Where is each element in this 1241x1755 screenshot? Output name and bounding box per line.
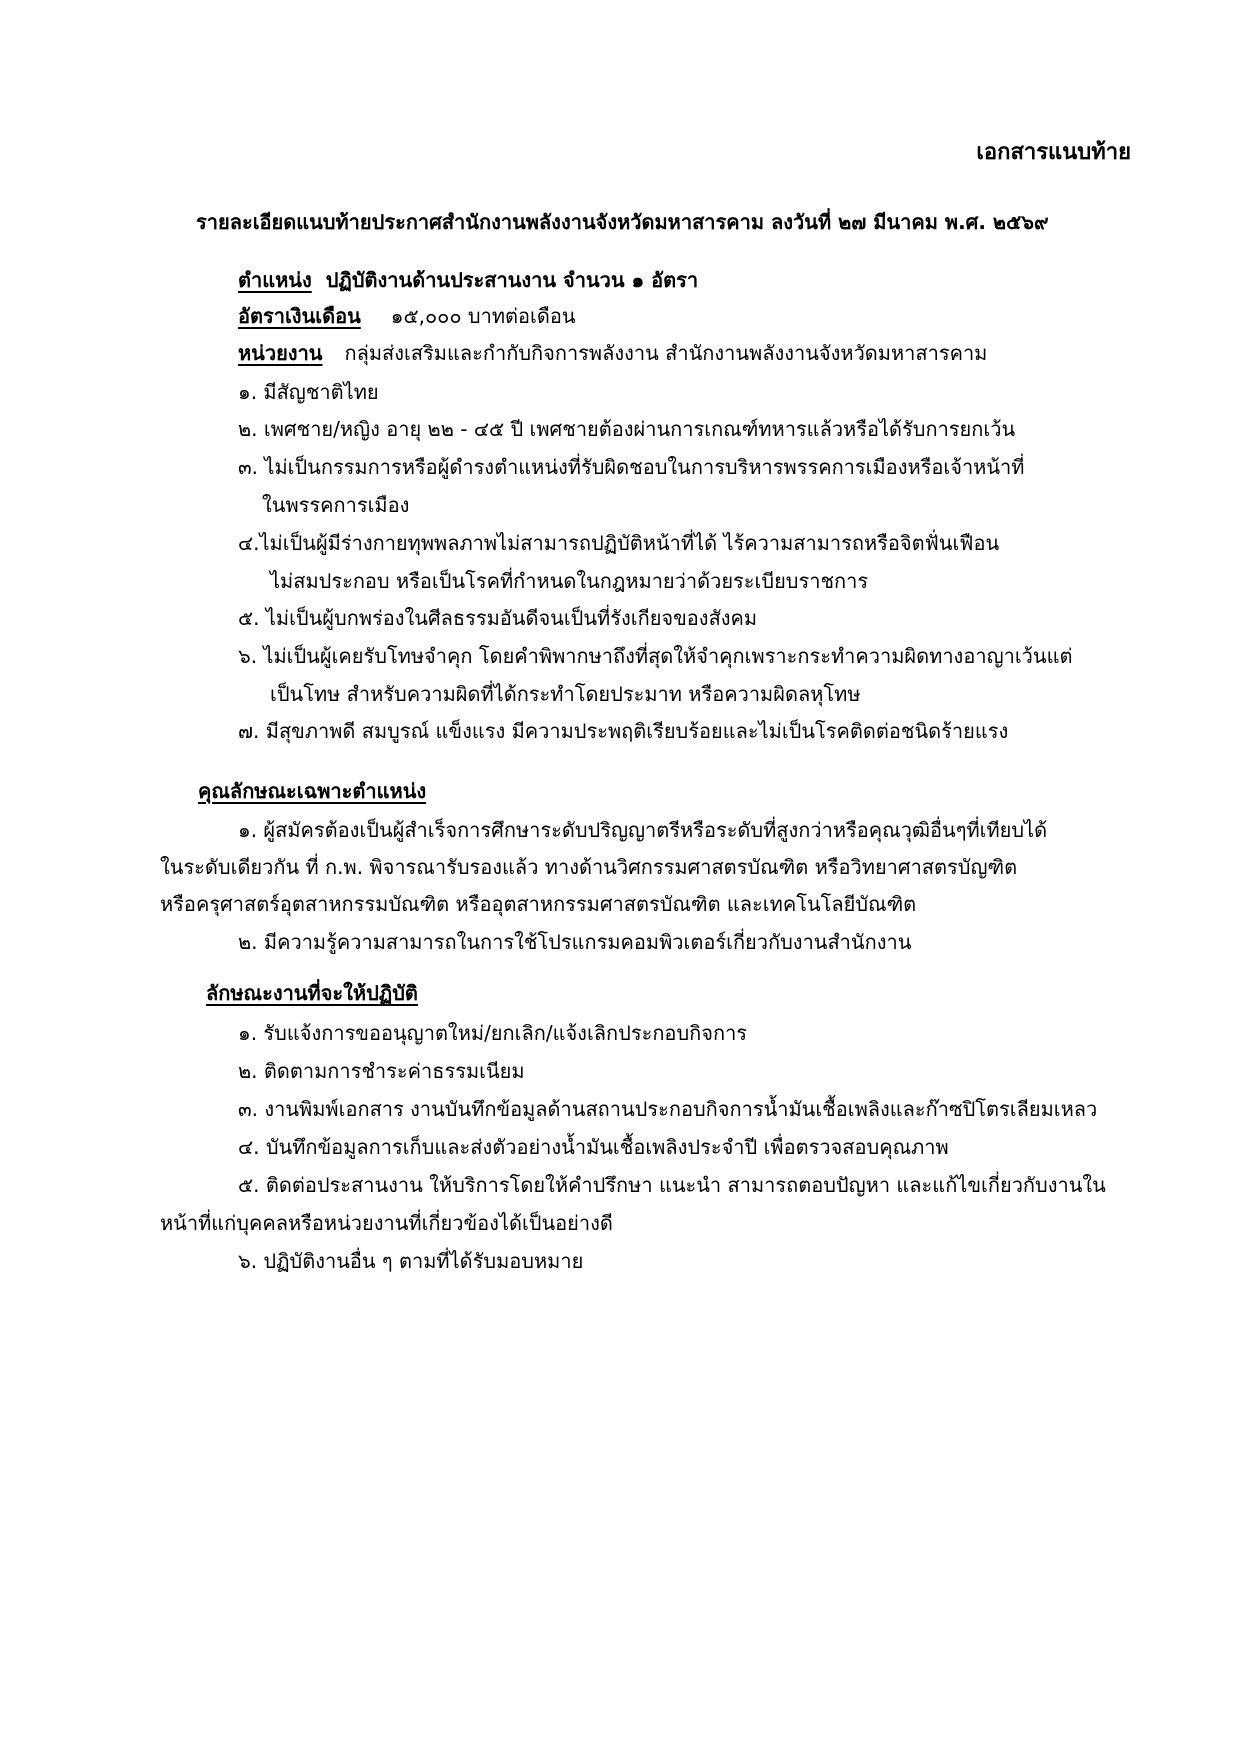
specific-heading: คุณลักษณะเฉพาะตำแหน่ง — [198, 779, 427, 803]
specific-item-2: ๒. มีความรู้ความสามารถในการใช้โปรแกรมคอมพิวเตอร์เกี่ยวกับงานสำนักงาน — [238, 930, 912, 954]
duty-item-1: ๑. รับแจ้งการขออนุญาตใหม่/ยกเลิก/แจ้งเลิกประกอบกิจการ — [238, 1021, 748, 1045]
qualification-item-6-cont: เป็นโทษ สำหรับความผิดที่ได้กระทำโดยประมาท หรือความผิดลหุโทษ — [270, 682, 861, 706]
position-title-label: ตำแหน่ง — [238, 268, 312, 292]
duty-item-5-cont: หน้าที่แก่บุคคลหรือหน่วยงานที่เกี่ยวข้องได้เป็นอย่างดี — [160, 1211, 613, 1235]
specific-item-1-cont-b: หรือครุศาสตร์อุตสาหกรรมบัณฑิต หรืออุตสาหกรรมศาสตรบัณฑิต และเทคโนโลยีบัณฑิต — [160, 892, 917, 916]
salary-label: อัตราเงินเดือน — [238, 304, 361, 328]
document-heading: รายละเอียดแนบท้ายประกาศสำนักงานพลังงานจังหวัดมหาสารคาม ลงวันที่ ๒๗ มีนาคม พ.ศ. ๒๕๖๙ — [196, 210, 1049, 234]
position-title-value: ปฏิบัติงานด้านประสานงาน จำนวน ๑ อัตรา — [325, 268, 699, 292]
qualification-item-4-cont: ไม่สมประกอบ หรือเป็นโรคที่กำหนดในกฎหมายว่าด้วยระเบียบราชการ — [270, 569, 869, 593]
salary-row — [238, 303, 576, 329]
qualification-item-5: ๕. ไม่เป็นผู้บกพร่องในศีลธรรมอันดีจนเป็นที่รังเกียจของสังคม — [238, 606, 758, 630]
duty-item-2: ๒. ติดตามการชำระค่าธรรมเนียม — [238, 1059, 525, 1083]
qualification-item-1: ๑. มีสัญชาติไทย — [238, 380, 379, 404]
duty-item-5: ๕. ติดต่อประสานงาน ให้บริการโดยให้คำปรึกษา แนะนำ สามารถตอบปัญหา และแก้ไขเกี่ยวกับงานใน — [238, 1173, 1106, 1197]
duty-item-6: ๖. ปฏิบัติงานอื่น ๆ ตามที่ได้รับมอบหมาย — [238, 1249, 584, 1273]
unit-value: กลุ่มส่งเสริมและกำกับกิจการพลังงาน สำนักงานพลังงานจังหวัดมหาสารคาม — [344, 341, 988, 365]
qualification-item-4: ๔.ไม่เป็นผู้มีร่างกายทุพพลภาพไม่สามารถปฏิบัติหน้าที่ได้ ไร้ความสามารถหรือจิตฟั่นเฟือน — [238, 531, 1000, 555]
attachment-label: เอกสารแนบท้าย — [976, 140, 1131, 165]
qualification-item-6: ๖. ไม่เป็นผู้เคยรับโทษจำคุก โดยคำพิพากษาถึงที่สุดให้จำคุกเพราะกระทำความผิดทางอาญาเว้นแต่ — [238, 644, 1073, 668]
salary-value: ๑๕,๐๐๐ บาทต่อเดือน — [390, 304, 576, 328]
unit-row — [238, 340, 987, 366]
qualification-item-2: ๒. เพศชาย/หญิง อายุ ๒๒ - ๔๕ ปี เพศชายต้องผ่านการเกณฑ์ทหารแล้วหรือได้รับการยกเว้น — [238, 417, 1016, 441]
duty-item-3: ๓. งานพิมพ์เอกสาร งานบันทึกข้อมูลด้านสถานประกอบกิจการน้ำมันเชื้อเพลิงและก๊าซปิโตรเลียมเหลว — [238, 1097, 1098, 1121]
duties-heading: ลักษณะงานที่จะให้ปฏิบัติ — [206, 981, 418, 1005]
qualification-item-7: ๗. มีสุขภาพดี สมบูรณ์ แข็งแรง มีความประพฤติเรียบร้อยและไม่เป็นโรคติดต่อชนิดร้ายแรง — [238, 719, 1009, 743]
qualification-item-3: ๓. ไม่เป็นกรรมการหรือผู้ดำรงตำแหน่งที่รับผิดชอบในการบริหารพรรคการเมืองหรือเจ้าหน้าที่ — [238, 455, 1025, 479]
position-title-row — [238, 267, 698, 293]
specific-item-1-cont-a: ในระดับเดียวกัน ที่ ก.พ. พิจารณารับรองแล้ว ทางด้านวิศกรรมศาสตรบัณฑิต หรือวิทยาศาสตรบัญฑิต — [160, 855, 1018, 879]
specific-item-1: ๑. ผู้สมัครต้องเป็นผู้สำเร็จการศึกษาระดับปริญญาตรีหรือระดับที่สูงกว่าหรือคุณวุฒิอื่นๆที่เทียบได้ — [238, 818, 1048, 842]
duty-item-4: ๔. บันทึกข้อมูลการเก็บและส่งตัวอย่างน้ำมันเชื้อเพลิงประจำปี เพื่อตรวจสอบคุณภาพ — [238, 1135, 949, 1159]
unit-label: หน่วยงาน — [238, 341, 323, 365]
qualification-item-3-cont: ในพรรคการเมือง — [262, 493, 410, 517]
